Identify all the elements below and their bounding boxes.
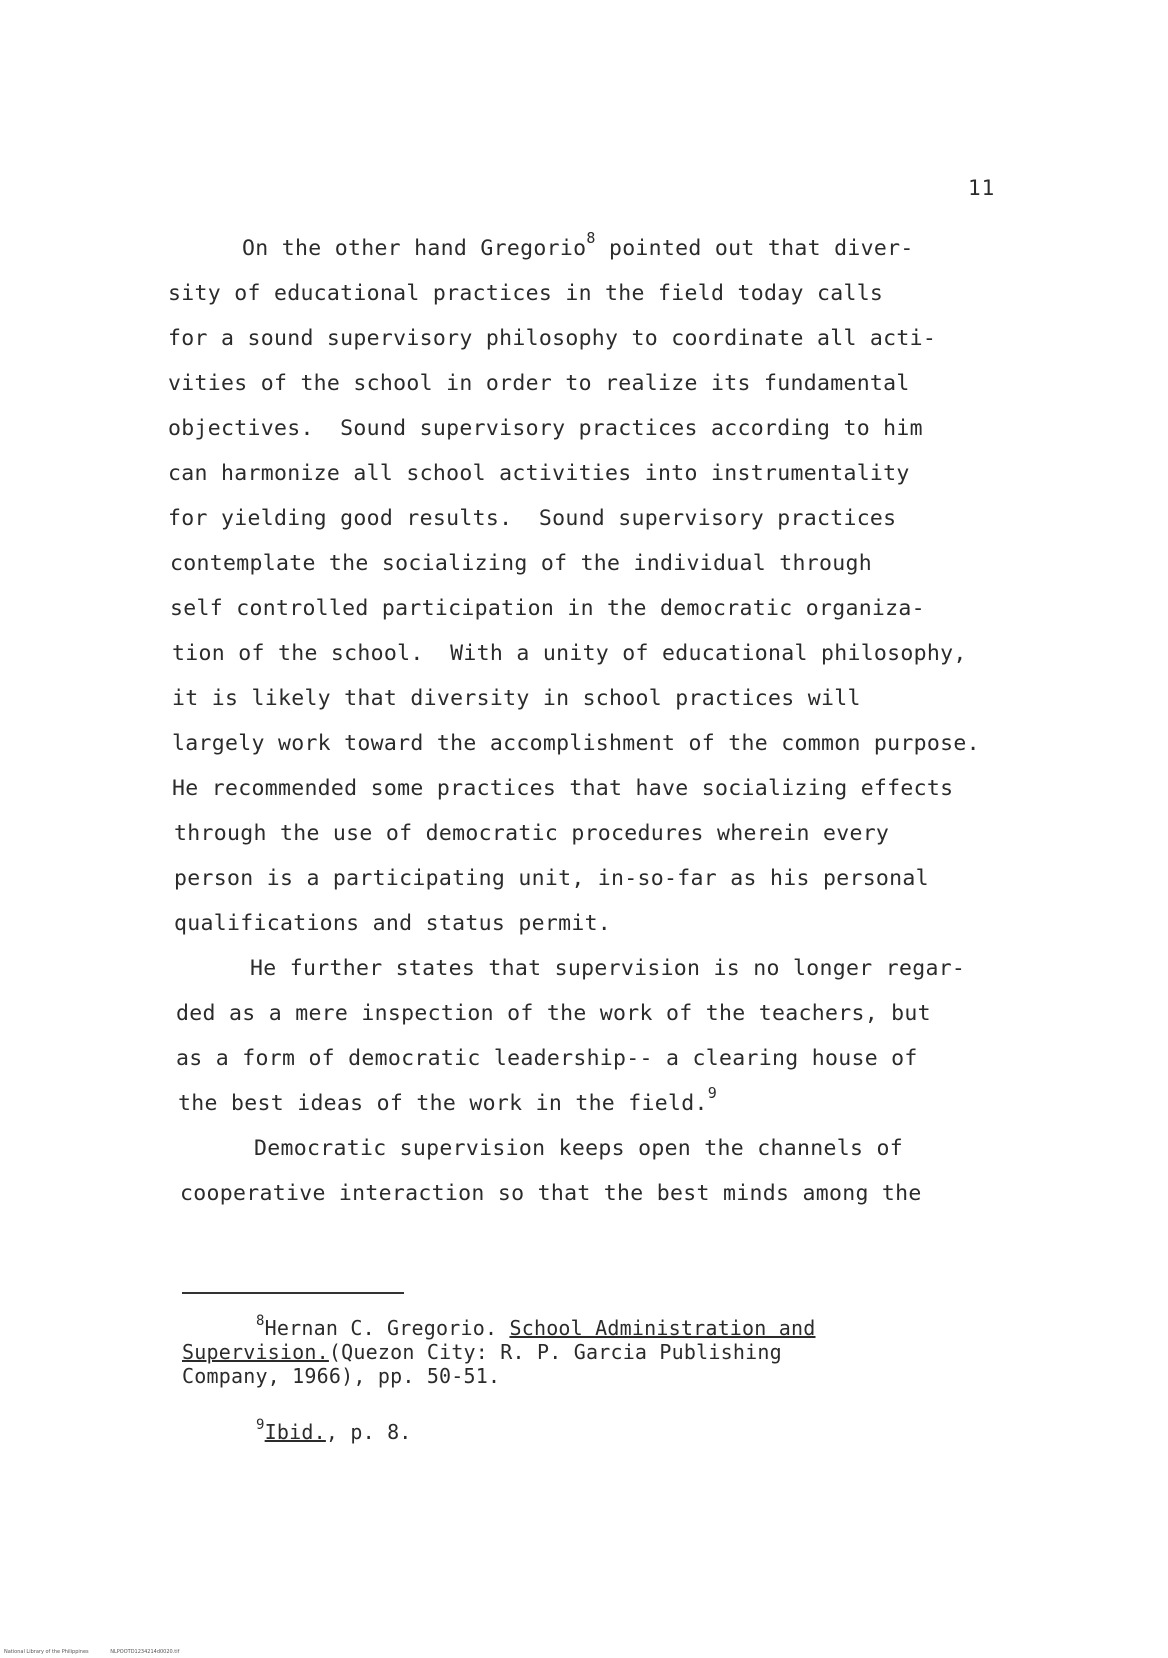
footnote-8-line2: Supervision.(Quezon City: R. P. Garcia Publishing — [182, 1340, 782, 1364]
body-line: can harmonize all school activities into instrumentality — [168, 461, 910, 486]
body-line: Democratic supervision keeps open the channels of — [254, 1136, 903, 1161]
scan-code: NLPOOTD1234214d0020.tif — [110, 1649, 180, 1655]
body-line: On the other hand Gregorio$^8$ pointed out that diver- — [242, 229, 914, 261]
body-line: ded as a mere inspection of the work of the teachers, but — [176, 1001, 931, 1026]
body-line: self controlled participation in the democratic organiza- — [170, 596, 925, 621]
body-line: objectives. Sound supervisory practices according to him — [168, 416, 923, 441]
footnote-ref-8: 8 — [586, 229, 596, 247]
body-line: person is a participating unit, in-so-far as his personal — [174, 866, 929, 891]
body-line: as a form of democratic leadership-- a clearing house of — [176, 1046, 918, 1071]
body-line: cooperative interaction so that the best minds among the — [180, 1181, 922, 1206]
body-line: vities of the school in order to realize its fundamental — [168, 371, 910, 396]
footnote-8-line1: $^8$Hernan C. Gregorio. School Administration and — [256, 1313, 816, 1340]
body-line: it is likely that diversity in school practices will — [172, 686, 861, 711]
footnote-8-title: School Administration and — [509, 1316, 816, 1340]
body-line: He further states that supervision is no longer regar- — [250, 956, 966, 981]
body-line: He recommended some practices that have socializing effects — [172, 776, 954, 801]
body-line: tion of the school. With a unity of educational philosophy, — [172, 641, 967, 666]
library-name: National Library of the Philippines — [4, 1649, 89, 1655]
scan-info-strip — [4, 1649, 199, 1655]
page-number: 11 — [968, 176, 996, 200]
body-line: through the use of democratic procedures wherein every — [174, 821, 890, 846]
footnote-8-line3: Company, 1966), pp. 50-51. — [182, 1364, 501, 1388]
body-line: the best ideas of the work in the field.$^9$ — [178, 1084, 718, 1116]
body-line: for yielding good results. Sound supervisory practices — [168, 506, 897, 531]
footnote-ref-9: 9 — [707, 1084, 718, 1102]
body-line: qualifications and status permit. — [174, 911, 612, 936]
body-line: for a sound supervisory philosophy to coordinate all acti- — [168, 326, 937, 351]
footnote-divider — [182, 1292, 404, 1294]
body-line: contemplate the socializing of the individual through — [170, 551, 872, 576]
body-line: largely work toward the accomplishment of the common purpose. — [172, 731, 980, 756]
footnote-9: $^9$Ibid., p. 8. — [256, 1417, 412, 1444]
body-line: sity of educational practices in the field today calls — [168, 281, 884, 306]
